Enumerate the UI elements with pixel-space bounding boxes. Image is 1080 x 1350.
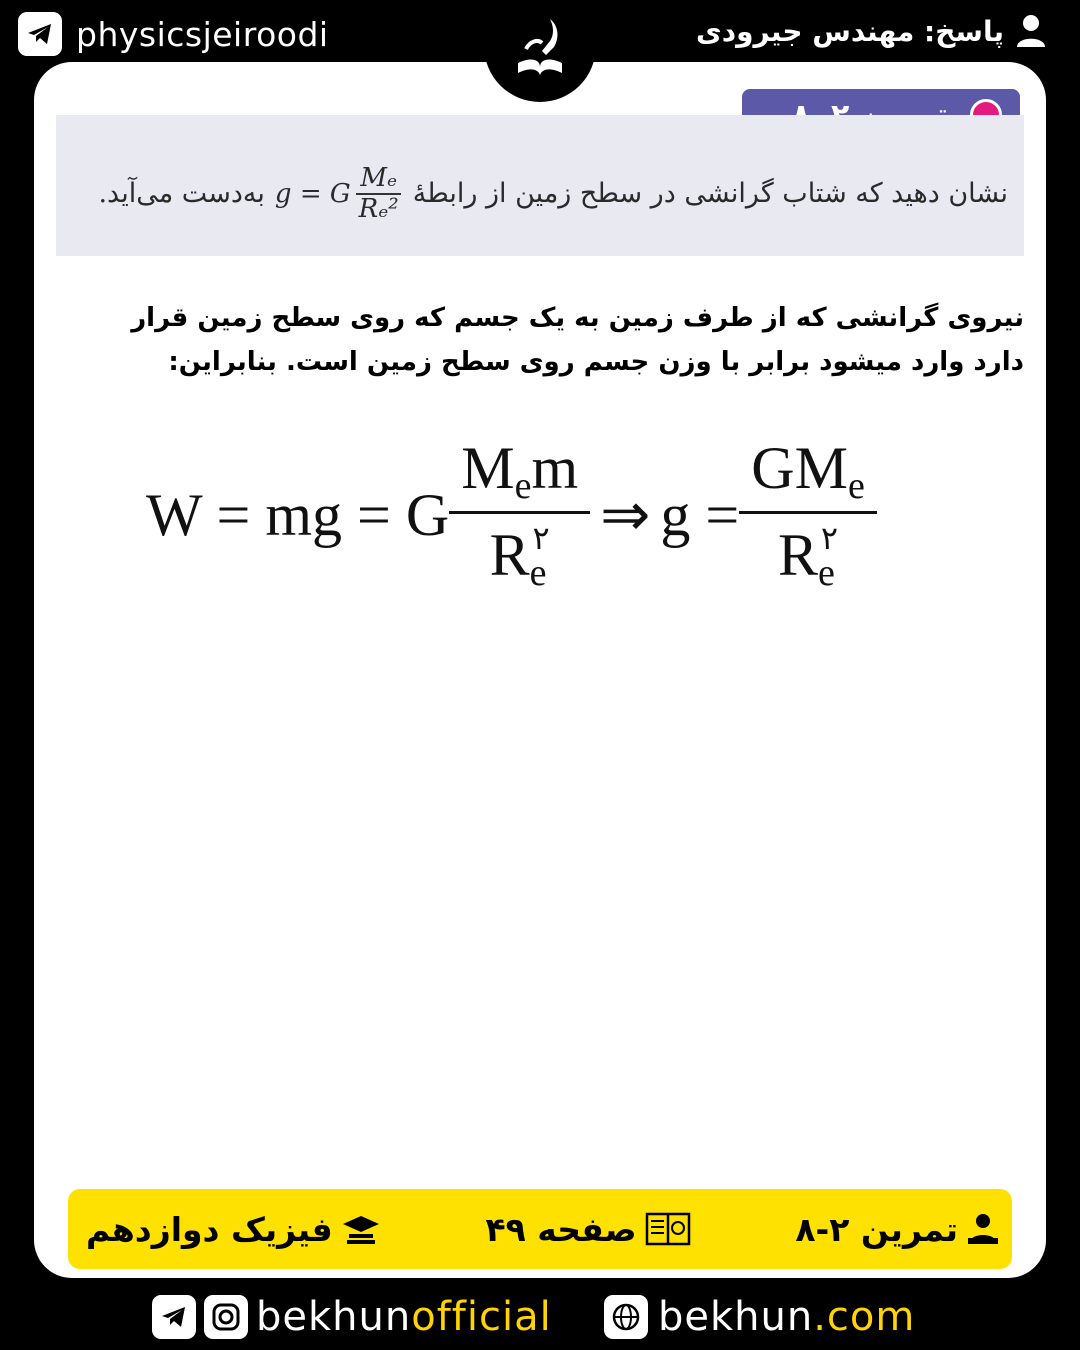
fraction-2-denominator: $R_e^۲$ <box>778 520 839 594</box>
bottom-bar <box>0 1288 1080 1350</box>
question-formula-lhs: g = G <box>274 178 351 209</box>
footer-course-label: فیزیک دوازدهم <box>86 1209 333 1249</box>
graduation-cap-icon <box>341 1212 381 1246</box>
implies-symbol: ⇒ <box>600 482 651 548</box>
question-fraction <box>355 164 403 223</box>
telegram-icon <box>18 12 62 56</box>
book-pen-icon <box>500 11 580 91</box>
fraction-1-numerator: $M_em$ <box>449 438 590 514</box>
fraction-1-denominator: $R_e^۲$ <box>489 520 550 594</box>
formula-lhs: W = mg = G <box>146 481 450 548</box>
social-handle-text: bekhunofficial <box>256 1294 552 1340</box>
footer-exercise-label: تمرین ۲-۸ <box>795 1209 958 1249</box>
formula-fraction-1 <box>449 435 590 594</box>
question-fraction-den: Rₑ² <box>358 193 399 224</box>
telegram-handle[interactable] <box>18 12 329 56</box>
answer-text: نیروی گرانشی که از طرف زمین به یک جسم که روی سطح زمین قرار دارد وارد میشود برابر با وزن جسم روی سطح زمین است. بنابراین: <box>131 303 1024 377</box>
derivation-formula <box>146 420 946 610</box>
question-prefix: نشان دهید که شتاب گرانشی در سطح زمین از رابطهٔ <box>412 178 1008 210</box>
question-text <box>98 164 1008 223</box>
answer-by <box>696 14 1046 48</box>
website-link[interactable] <box>604 1294 915 1340</box>
fraction-2-numerator: $GM_e$ <box>739 438 877 514</box>
footer-exercise <box>795 1210 1000 1249</box>
bekhun-logo <box>484 0 596 102</box>
question-suffix: به‌دست می‌آید. <box>98 178 265 210</box>
footer-info-bar <box>68 1189 1012 1269</box>
formula-mid: g = <box>660 481 740 548</box>
social-handle[interactable] <box>152 1294 552 1340</box>
question-fraction-num: Mₑ <box>356 164 401 195</box>
formula-fraction-2 <box>739 435 877 594</box>
footer-page-label: صفحه ۴۹ <box>485 1209 637 1249</box>
telegram-handle-text: physicsjeiroodi <box>76 14 329 54</box>
teacher-icon <box>966 1212 1000 1246</box>
user-icon <box>1016 14 1046 48</box>
question-formula <box>275 164 403 223</box>
open-book-icon <box>645 1212 691 1246</box>
footer-course <box>86 1210 381 1249</box>
answer-by-text: پاسخ: مهندس جیرودی <box>696 14 1004 48</box>
telegram-icon <box>152 1295 196 1339</box>
website-text: bekhun.com <box>658 1294 916 1340</box>
footer-page <box>485 1210 690 1249</box>
instagram-icon <box>204 1295 248 1339</box>
globe-icon <box>604 1295 648 1339</box>
